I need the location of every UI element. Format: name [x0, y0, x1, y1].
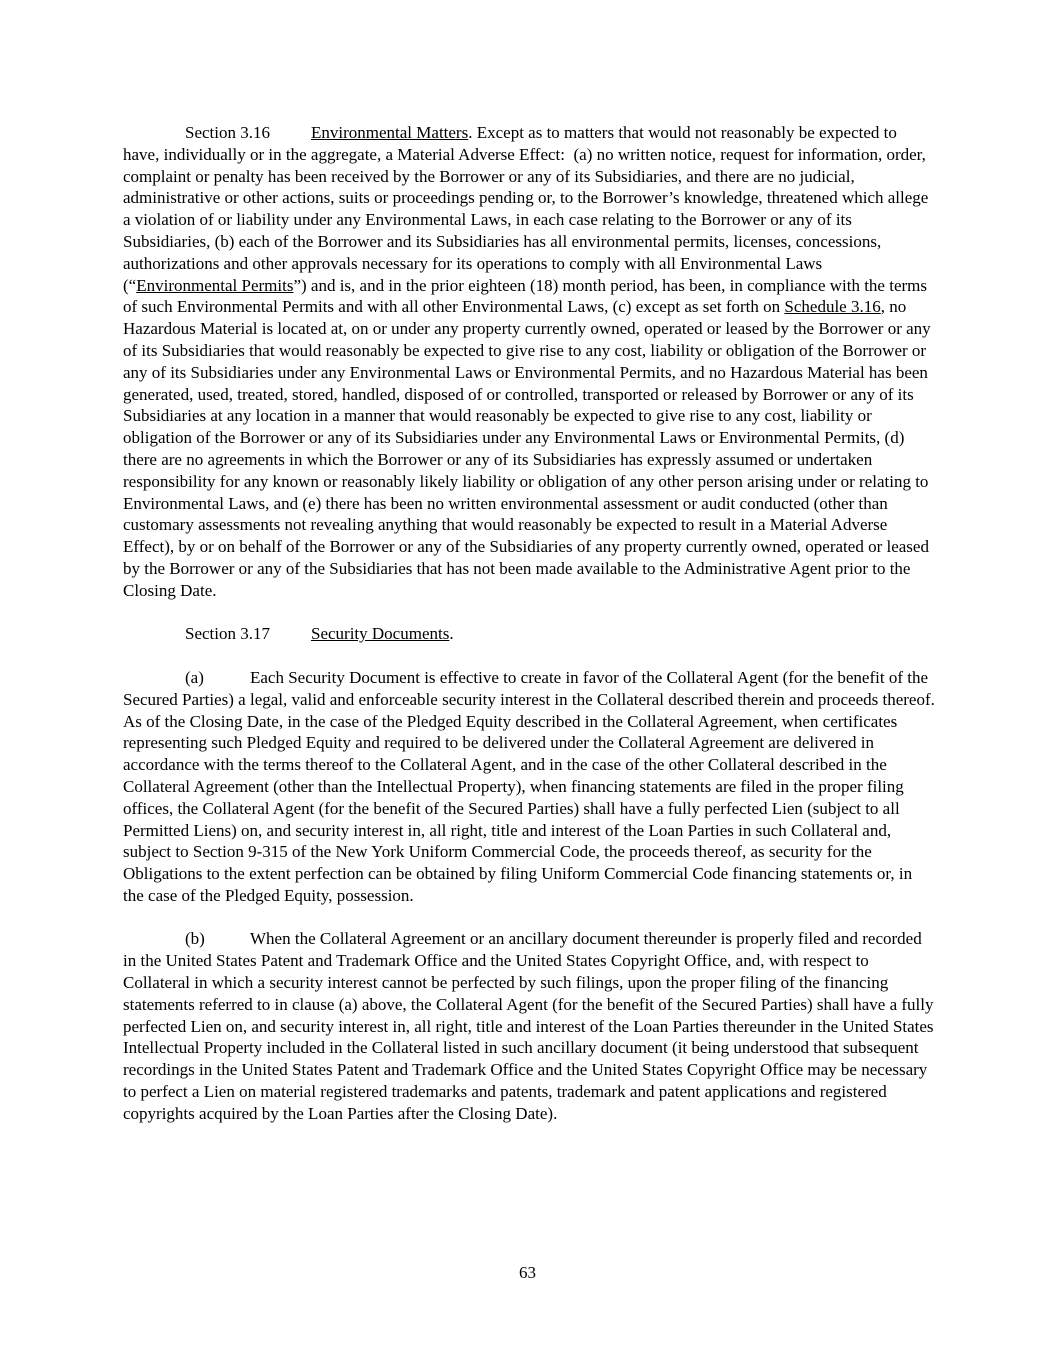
section-316-title: Environmental Matters — [311, 123, 469, 142]
clause-a-text: Each Security Document is effective to create in favor of the Collateral Agent (for the benefit of the Secured Parties) a legal, valid and enforceable security interest in the Collateral described therein and proceeds thereof. As of the Closing Date, in the case of the Pledged Equity described in the Collateral Agreement, when certificates representing such Pledged Equity and required to be delivered under the Collateral Agreement are delivered in accordance with the terms thereof to the Collateral Agent, and in the case of the other Collateral described in the Collateral Agreement (other than the Intellectual Property), when financing statements are filed in the proper filing offices, the Collateral Agent (for the benefit of the Secured Parties) shall have a fully perfected Lien (subject to all Permitted Liens) on, and security interest in, all right, title and interest of the Loan Parties in such Collateral and, subject to Section 9-315 of the New York Uniform Commercial Code, the proceeds thereof, as security for the Obligations to the extent perfection can be obtained by filing Uniform Commercial Code financing statements or, in the case of the Pledged Equity, possession. — [123, 667, 943, 905]
section-316-body-end: , no Hazardous Material is located at, on or under any property currently owned, operated or leased by the Borrower or any of its Subsidiaries that would reasonably be expected to give rise to any cost, liability or obligation of the Borrower or any of its Subsidiaries under any Environmental Laws or Environmental Permits, and no Hazardous Material has been generated, used, treated, stored, handled, disposed of or controlled, transported or released by Borrower or any of its Subsidiaries at any location in a manner that would reasonably be expected to give rise to any cost, liability or obligation of the Borrower or any of its Subsidiaries under any Environmental Laws or Environmental Permits, (d) there are no agreements in which the Borrower or any of its Subsidiaries has expressly assumed or undertaken responsibility for any known or reasonably likely liability or obligation of any other person arising under or relating to Environmental Laws, and (e) there has been no written environmental assessment or audit conducted (other than customary assessments not revealing anything that would reasonably be expected to result in a Material Adverse Effect), by or on behalf of the Borrower or any of the Subsidiaries of any property currently owned, operated or leased by the Borrower or any of the Subsidiaries that has not been made available to the Administrative Agent prior to the Closing Date. — [123, 297, 935, 600]
page-number: 63 — [519, 1263, 536, 1282]
environmental-permits-term: Environmental Permits — [136, 275, 294, 295]
document-body — [123, 122, 943, 1146]
clause-a-paragraph — [123, 667, 943, 907]
section-316-body-start: . Except as to matters that would not reasonably be expected to have, individually or in the aggregate, a Material Adverse Effect: (a) no written notice, request for information, order, complaint or penalty has been received by the Borrower or any of its Subsidiaries, and there are no judicial, administrative or other actions, suits or proceedings pending or, to the Borrower’s knowledge, threatened which allege a violation of or liability under any Environmental Laws, in each case relating to the Borrower or any of its Subsidiaries, (b) each of the Borrower and its Subsidiaries has all environmental permits, licenses, concessions, authorizations and other approvals necessary for its operations to comply with all Environmental Laws (“ — [123, 123, 933, 295]
schedule-316-reference: Schedule 3.16 — [784, 297, 881, 317]
clause-b-paragraph — [123, 928, 938, 1124]
section-316-paragraph — [123, 122, 935, 602]
section-317-title: Security Documents — [311, 624, 450, 644]
clause-b-text: When the Collateral Agreement or an ancillary document thereunder is properly filed and recorded in the United States Patent and Trademark Office and the United States Copyright Office, and, with respect to Collateral in which a security interest cannot be perfected by such filings, upon the proper filing of the financing statements referred to in clause (a) above, the Collateral Agent (for the benefit of the Secured Parties) shall have a fully perfected Lien on, and security interest in, all right, title and interest of the Loan Parties thereunder in the United States Intellectual Property included in the Collateral listed in such ancillary document (it being understood that subsequent recordings in the United States Patent and Trademark Office and the United States Copyright Office may be necessary to perfect a Lien on material registered trademarks and patents, trademark and patent applications and registered copyrights acquired by the Loan Parties after the Closing Date). — [123, 929, 938, 1123]
clause-a-label: (a) — [185, 667, 204, 687]
section-316-body-mid: ”) and is, and in the prior eighteen (18) month period, has been, in compliance with the terms of such Environmental Permits and with all other Environmental Laws, (c) except as set forth on — [123, 275, 932, 317]
section-316-label: Section 3.16 — [185, 123, 270, 142]
section-317-label: Section 3.17 — [185, 624, 270, 644]
section-317-heading-paragraph — [123, 623, 935, 645]
clause-b-label: (b) — [185, 929, 205, 949]
section-317-title-suffix: . — [449, 624, 454, 644]
